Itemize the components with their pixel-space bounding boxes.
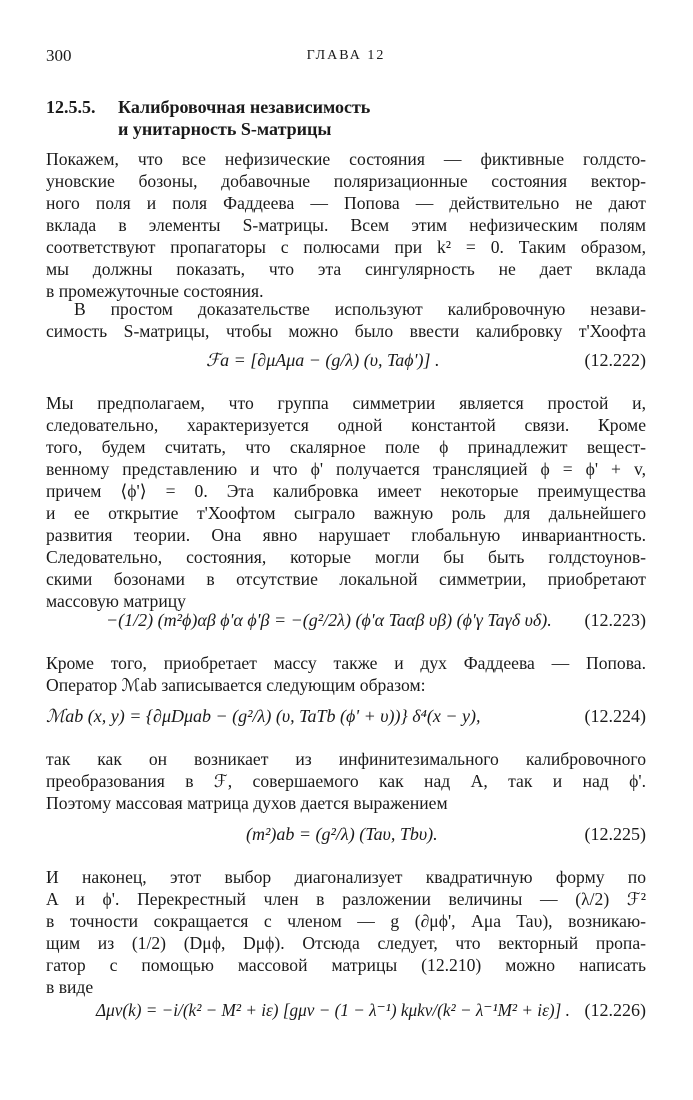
- equation-12-222: [46, 350, 646, 380]
- text-line: массовую матрицу: [46, 591, 186, 611]
- section-number: 12.5.5.: [46, 97, 96, 117]
- paragraph-6: [46, 866, 646, 998]
- text-line: В простом доказательстве используют калибровочную незави-: [74, 299, 646, 319]
- text-line: Покажем, что все нефизические состояния — фиктивные голдсто-: [46, 149, 646, 169]
- text-line: Оператор ℳab записывается следующим образом:: [46, 675, 426, 695]
- text-line: гатор с помощью массовой матрицы (12.210) можно написать: [46, 955, 646, 975]
- equation-12-225: [46, 824, 646, 854]
- text-line: следовательно, характеризуется одной константой связи. Кроме: [46, 415, 646, 435]
- section-heading: [46, 96, 646, 140]
- equation-12-223: [46, 610, 646, 640]
- page-number: 300: [46, 46, 72, 65]
- equation-formula: Δμν(k) = −i/(k² − M² + iε) [gμν − (1 − λ⁻¹) kμkν/(k² − λ⁻¹M² + iε)] .: [96, 1000, 570, 1020]
- paragraph-3: [46, 392, 646, 612]
- text-line: A и ϕ'. Перекрестный член в разложении величины — (λ/2) ℱ²: [46, 889, 646, 909]
- equation-number: (12.225): [584, 824, 646, 844]
- text-line: и ее открытие т'Хоофтом сыграло важную роль для дальнейшего: [46, 503, 646, 523]
- equation-number: (12.223): [584, 610, 646, 630]
- text-line: в точности сокращается с членом — g (∂μϕ', Aμa Taυ), возникаю-: [46, 911, 646, 931]
- equation-formula: (m²)ab = (g²/λ) (Taυ, Tbυ).: [246, 824, 438, 844]
- text-line: в промежуточные состояния.: [46, 281, 264, 301]
- equation-number: (12.224): [584, 706, 646, 726]
- text-line: уновские бозоны, добавочные поляризационные состояния вектор-: [46, 171, 646, 191]
- text-line: так как он возникает из инфинитезимального калибровочного: [46, 749, 646, 769]
- paragraph-4: [46, 652, 646, 696]
- text-line: Кроме того, приобретает массу также и дух Фаддеева — Попова.: [46, 653, 646, 673]
- text-line: венному представлению и что ϕ' получается трансляцией ϕ = ϕ' + v,: [46, 459, 646, 479]
- text-line: развития теории. Она явно нарушает глобальную инвариантность.: [46, 525, 646, 545]
- text-line: И наконец, этот выбор диагонализует квадратичную форму по: [46, 867, 646, 887]
- equation-formula: −(1/2) (m²ϕ)αβ ϕ'α ϕ'β = −(g²/2λ) (ϕ'α Taαβ υβ) (ϕ'γ Taγδ υδ).: [106, 610, 552, 630]
- text-line: симость S-матрицы, чтобы можно было ввести калибровку т'Хоофта: [46, 321, 646, 341]
- equation-12-224: [46, 706, 646, 736]
- paragraph-1: [46, 148, 646, 302]
- equation-formula: ℱa = [∂μAμa − (g/λ) (υ, Taϕ')] .: [206, 350, 440, 370]
- text-line: ного поля и поля Фаддеева — Попова — действительно не дают: [46, 193, 646, 213]
- text-line: причем ⟨ϕ'⟩ = 0. Эта калибровка имеет некоторые преимущества: [46, 481, 646, 501]
- text-line: Мы предполагаем, что группа симметрии является простой и,: [46, 393, 646, 413]
- text-line: того, будем считать, что скалярное поле ϕ принадлежит вещест-: [46, 437, 646, 457]
- section-title-line2: и унитарность S-матрицы: [118, 119, 332, 139]
- equation-number: (12.226): [584, 1000, 646, 1020]
- paragraph-5: [46, 748, 646, 814]
- running-head: ГЛАВА 12: [306, 48, 386, 63]
- text-line: преобразования в ℱ, совершаемого как над A, так и над ϕ'.: [46, 771, 646, 791]
- text-line: Поэтому массовая матрица духов дается выражением: [46, 793, 448, 813]
- text-line: в виде: [46, 977, 94, 997]
- text-line: вклада в элементы S-матрицы. Всем этим нефизическим полям: [46, 215, 646, 235]
- text-line: скими бозонами в отсутствие локальной симметрии, приобретают: [46, 569, 646, 589]
- equation-formula: ℳab (x, y) = {∂μDμab − (g²/λ) (υ, TaTb (ϕ' + υ))} δ⁴(x − y),: [46, 706, 481, 726]
- text-line: Следовательно, состояния, которые могли бы быть голдстоунов-: [46, 547, 646, 567]
- paragraph-2: [46, 298, 646, 342]
- page-header: [46, 46, 646, 70]
- equation-12-226: [46, 1000, 646, 1030]
- section-title-line1: Калибровочная независимость: [118, 97, 371, 117]
- section-heading-line1: [46, 96, 646, 118]
- text-line: мы должны показать, что эта сингулярность не дает вклада: [46, 259, 646, 279]
- text-line: щим из (1/2) (Dμϕ, Dμϕ). Отсюда следует, что векторный пропа-: [46, 933, 646, 953]
- text-line: соответствуют пропагаторы с полюсами при k² = 0. Таким образом,: [46, 237, 646, 257]
- equation-number: (12.222): [584, 350, 646, 370]
